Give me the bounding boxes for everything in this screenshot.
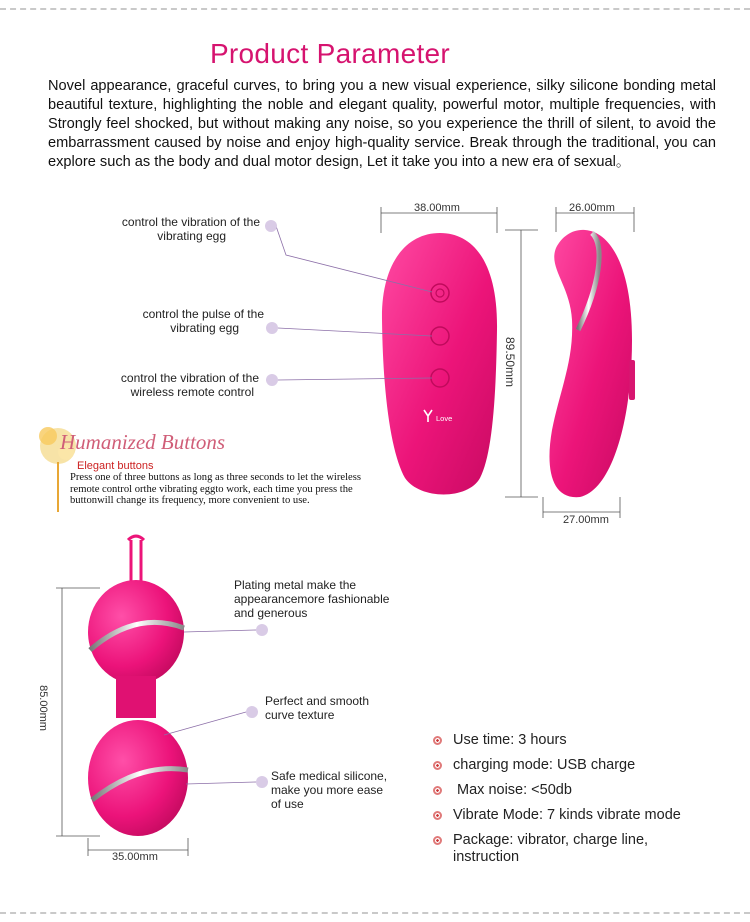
remote-side-top-label: 26.00mm (569, 202, 615, 214)
intro-paragraph: Novel appearance, graceful curves, to bring you a new visual experience, silky silicone bonding metal beautiful texture, highlighting the noble and elegant quality, powerful motor, multiple frequencies, with Strongly feel shocked, but without making any noise, so you experience the thrill of silent, to avoid the embarrassment caused by noise and enjoy high-quality service. Break through the traditional, you can explore such as the body and dual motor design, Let it take you into a new era of sexual。 (48, 78, 716, 170)
button3-dot (266, 374, 278, 386)
page-title: Product Parameter (209, 38, 451, 69)
balls-height-label: 85.00mm (36, 685, 49, 731)
bullet-icon (433, 786, 442, 795)
silicone-dot (256, 776, 268, 788)
silicone-line2: make you more ease (271, 783, 384, 797)
remote-front-view (382, 233, 497, 495)
specs-list (432, 732, 732, 874)
button3-line2: wireless remote control (130, 385, 254, 399)
spec-item: Vibrate Mode: 7 kinds vibrate mode (432, 807, 732, 824)
button2-dot (266, 322, 278, 334)
spec-item: Use time: 3 hours (432, 732, 732, 749)
smooth-line2: curve texture (265, 708, 335, 722)
plating-line3: and generous (234, 606, 308, 620)
bullet-icon (433, 836, 442, 845)
humanized-buttons-title: Humanized Buttons (60, 430, 226, 454)
remote-width-label: 38.00mm (414, 202, 460, 214)
balls-width-label: 35.00mm (112, 851, 158, 863)
logo-text: Love (436, 414, 453, 423)
button1-line2: vibrating egg (157, 229, 226, 243)
smooth-line1: Perfect and smooth (265, 694, 370, 708)
humanized-buttons-subtitle: Elegant buttons (77, 460, 154, 472)
bullet-icon (433, 736, 442, 745)
smooth-dot (246, 706, 258, 718)
plating-metal-label (234, 578, 414, 620)
kegel-balls-image (88, 536, 188, 836)
plating-line2: appearancemore fashionable (234, 592, 390, 606)
plating-dot (256, 624, 268, 636)
silicone-line3: of use (271, 797, 304, 811)
button2-label (100, 307, 264, 335)
button1-label (100, 215, 260, 243)
spec-item: charging mode: USB charge (432, 757, 732, 774)
button1-dot (265, 220, 277, 232)
button2-line2: vibrating egg (170, 321, 239, 335)
remote-side-bottom-label: 27.00mm (563, 514, 609, 526)
button3-line1: control the vibration of the (120, 371, 259, 385)
plating-line1: Plating metal make the (234, 578, 357, 592)
button1-line1: control the vibration of the (121, 215, 260, 229)
humanized-buttons-body: Press one of three buttons as long as three seconds to let the wireless remote control orthe vibrating eggto work, each time you press the buttonwill change its frequency, more convenient to use. (70, 472, 361, 506)
silicone-line1: Safe medical silicone, (271, 769, 388, 783)
button2-line1: control the pulse of the (142, 307, 264, 321)
remote-side-view (549, 230, 635, 497)
smooth-curve-label (265, 694, 415, 722)
silicone-label (271, 769, 421, 811)
button3-label (100, 371, 259, 399)
spec-item: Package: vibrator, charge line, instruction (432, 832, 672, 866)
remote-height-label: 89.50mm (503, 336, 518, 388)
bullet-icon (433, 761, 442, 770)
spec-item: Max noise: <50db (432, 782, 732, 799)
bullet-icon (433, 811, 442, 820)
